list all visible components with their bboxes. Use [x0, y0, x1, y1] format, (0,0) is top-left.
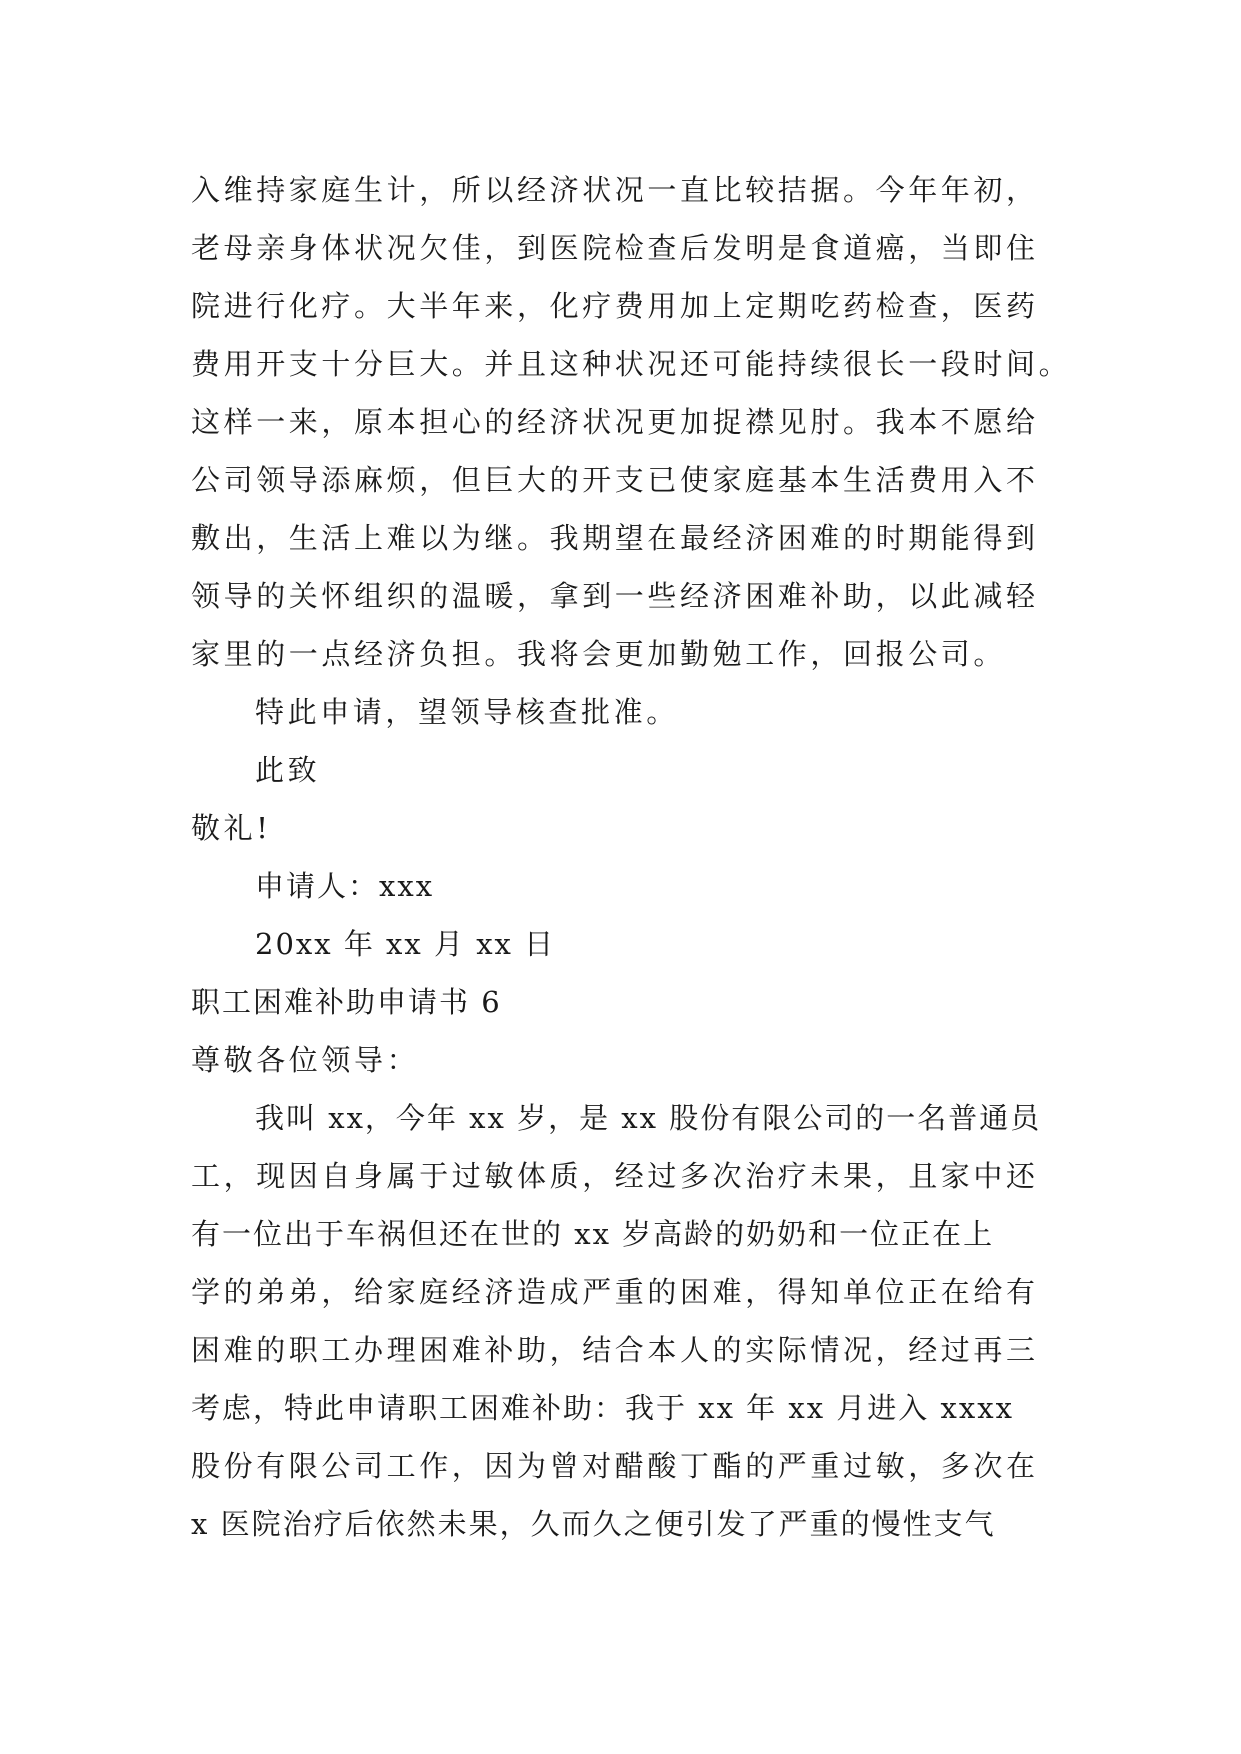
- paragraph-line: 敷出，生活上难以为继。我期望在最经济困难的时期能得到: [191, 521, 1039, 555]
- paragraph-line: 困难的职工办理困难补助，结合本人的实际情况，经过再三: [191, 1333, 1039, 1367]
- paragraph-line: 股份有限公司工作，因为曾对醋酸丁酯的严重过敏，多次在: [191, 1449, 1039, 1483]
- paragraph-line: 院进行化疗。大半年来，化疗费用加上定期吃药检查，医药: [191, 289, 1039, 323]
- document-body: [191, 161, 1071, 1553]
- closing-salutation: 此致: [255, 753, 321, 787]
- paragraph-line: 工，现因自身属于过敏体质，经过多次治疗未果，且家中还: [191, 1159, 1039, 1193]
- paragraph-line: 我叫 xx，今年 xx 岁，是 xx 股份有限公司的一名普通员: [255, 1101, 1042, 1135]
- applicant-signature: 申请人：xxx: [255, 869, 435, 903]
- request-statement: 特此申请，望领导核查批准。: [255, 695, 679, 729]
- paragraph-line: 费用开支十分巨大。并且这种状况还可能持续很长一段时间。: [191, 347, 1072, 381]
- paragraph-line: 老母亲身体状况欠佳，到医院检查后发明是食道癌，当即住: [191, 231, 1039, 265]
- paragraph-line: 公司领导添麻烦，但巨大的开支已使家庭基本生活费用入不: [191, 463, 1039, 497]
- paragraph-line: 领导的关怀组织的温暖，拿到一些经济困难补助，以此减轻: [191, 579, 1039, 613]
- closing-regards: 敬礼!: [191, 811, 272, 845]
- paragraph-line: 有一位出于车祸但还在世的 xx 岁高龄的奶奶和一位正在上: [191, 1217, 995, 1251]
- paragraph-line: x 医院治疗后依然未果，久而久之便引发了严重的慢性支气: [191, 1507, 996, 1541]
- paragraph-line: 学的弟弟，给家庭经济造成严重的困难，得知单位正在给有: [191, 1275, 1039, 1309]
- section-title: 职工困难补助申请书 6: [191, 985, 502, 1019]
- paragraph-line: 这样一来，原本担心的经济状况更加捉襟见肘。我本不愿给: [191, 405, 1039, 439]
- greeting: 尊敬各位领导：: [191, 1043, 420, 1077]
- paragraph-line: 家里的一点经济负担。我将会更加勤勉工作，回报公司。: [191, 637, 1007, 671]
- paragraph-line: 入维持家庭生计，所以经济状况一直比较拮据。今年年初，: [191, 173, 1039, 207]
- paragraph-line: 考虑，特此申请职工困难补助：我于 xx 年 xx 月进入 xxxx: [191, 1391, 1014, 1425]
- application-date: 20xx 年 xx 月 xx 日: [255, 927, 556, 961]
